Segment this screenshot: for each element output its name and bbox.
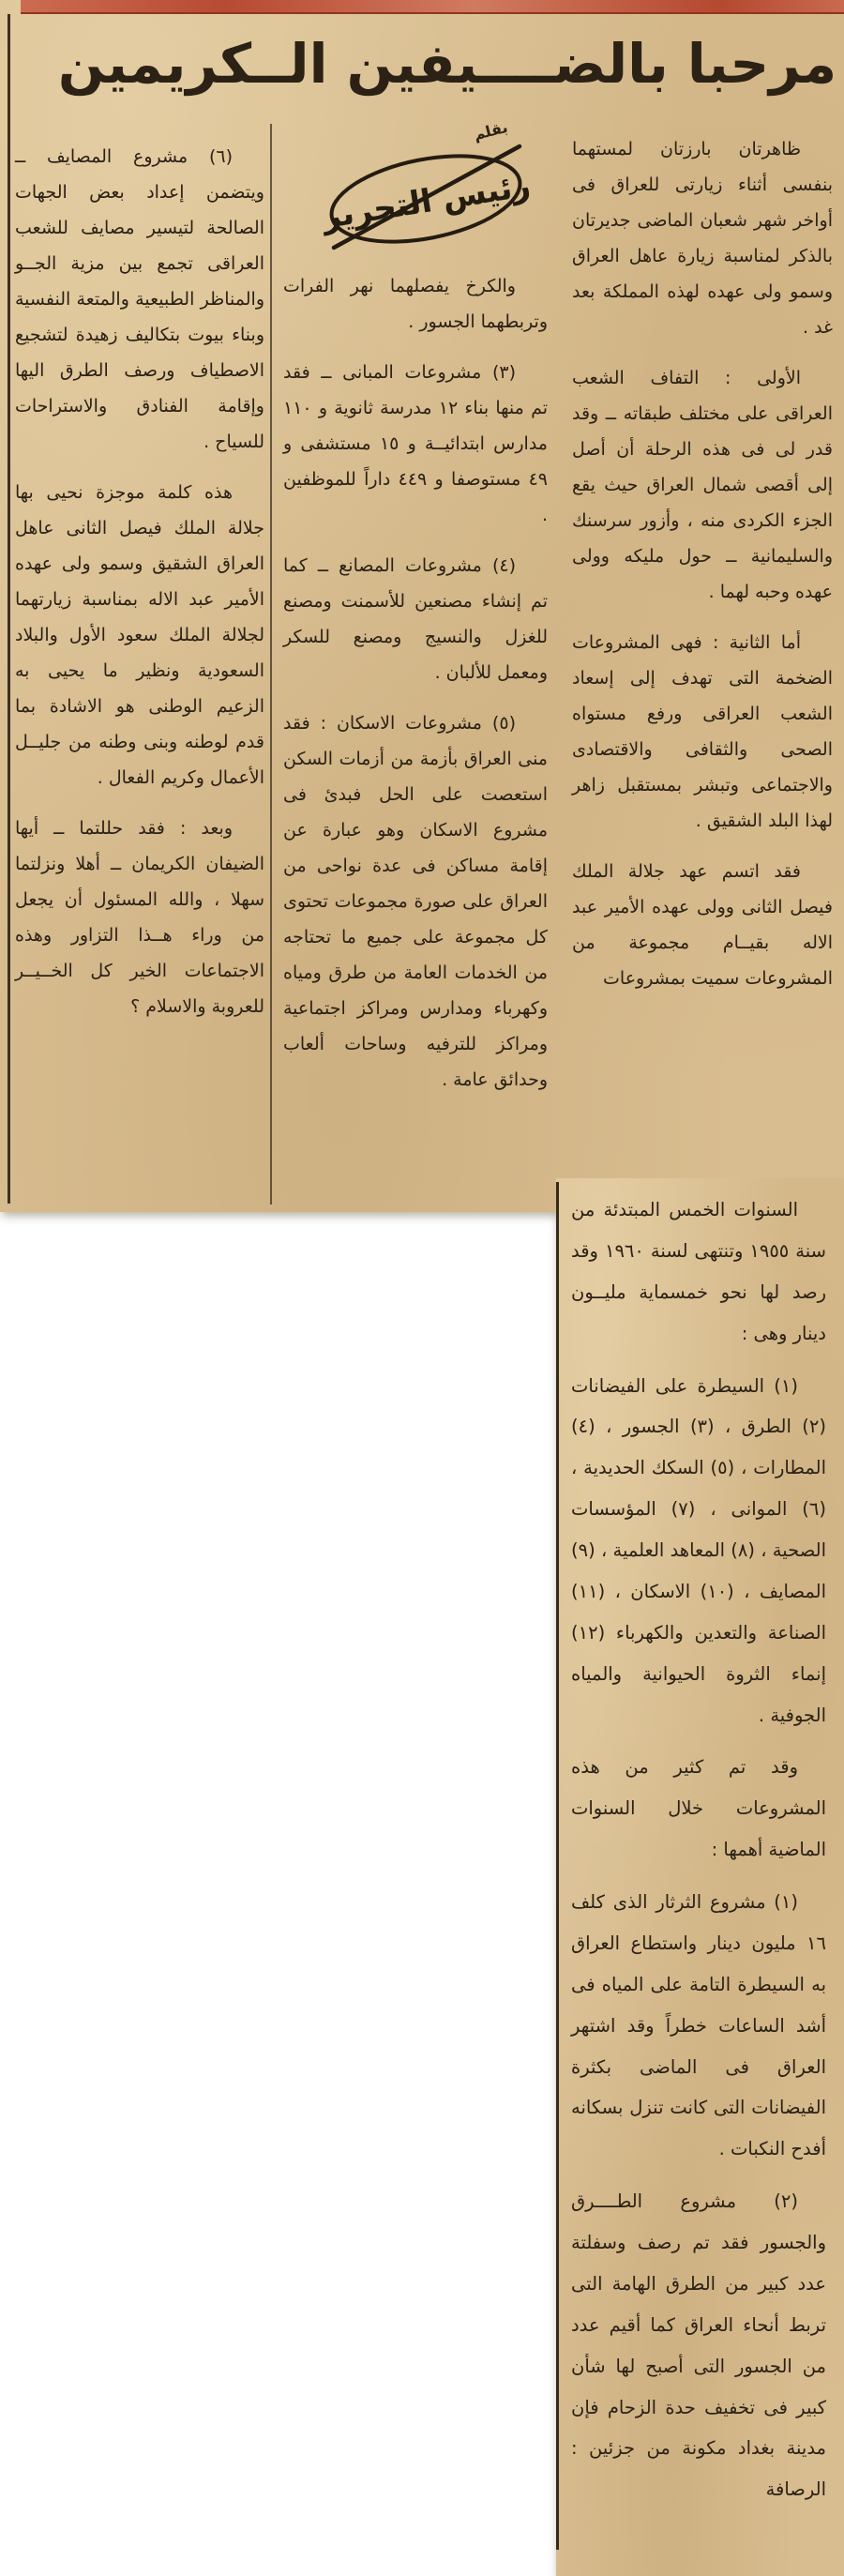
column-right-continuation: [571, 1190, 826, 2522]
paragraph: فقد اتسم عهد جلالة الملك فيصل الثانى وولى عهده الأمير عبد الاله بقيــام مجموعة من المشروعات سميت بمشروعات: [572, 861, 833, 989]
column-right: [572, 131, 833, 1011]
clipping-continuation-strip: [556, 1178, 844, 2576]
column-divider-rule: [270, 124, 272, 1205]
strip-left-border-rule: [556, 1182, 559, 2550]
paragraph: (٢) مشروع الطــــرق والجسور فقد تم رصف وسفلتة عدد كبير من الطرق الهامة التى تربط أنحاء العراق كما أقيم عدد من الجسور التى أصبح لها شأن كبير فى تخفيف حدة الزحام فإن مدينة بغداد مكونة من جزئين : الرصافة: [571, 2190, 826, 2501]
headline: مرحبا بالضــــيفين الــكريمين: [57, 32, 837, 96]
column-middle: [283, 111, 548, 1113]
paragraph: (٤) مشروعات المصانع ــ كما تم إنشاء مصنعين للأسمنت ومصنع للغزل والنسيج ومصنع للسكر ومعمل للألبان .: [283, 555, 548, 683]
paragraph: (٥) مشروعات الاسكان : فقد منى العراق بأزمة من أزمات السكن استعصت على الحل فبدئ فى مشروع الاسكان وهو عبارة عن إقامة مساكن فى عدة نواحى من العراق على صورة مجموعات تحتوى كل مجموعة على جميع ما تحتاجه من الخدمات العامة من طرق ومياه وكهرباء ومدارس ومراكز اجتماعية ومراكز للترفيه وساحات ألعاب وحدائق عامة .: [283, 713, 548, 1090]
paragraph: هذه كلمة موجزة نحيى بها جلالة الملك فيصل الثانى عاهل العراق الشقيق وسمو ولى عهده الأمير عبد الاله بمناسبة زيارتهما لجلالة الملك سعود الأول والبلاد السعودية ونظير ما يحيى به الزعيم الوطنى هو الاشادة بما قدم لوطنه وبنى وطنه من جليــل الأعمال وكريم الفعال .: [15, 482, 264, 788]
paragraph: والكرخ يفصلهما نهر الفرات وتربطهما الجسور .: [283, 276, 548, 332]
paragraph: (١) مشروع الثرثار الذى كلف ١٦ مليون دينار واستطاع العراق به السيطرة التامة على المياه فى أشد الساعات خطراً وقد اشتهر العراق فى الماضى بكثرة الفيضانات التى كانت تنزل بسكانه أفدح النكبات .: [571, 1891, 826, 2160]
paragraph: الأولى : التفاف الشعب العراقى على مختلف طبقاته ــ وقد قدر لى فى هذه الرحلة أن أصل إلى أقصى شمال العراق حيث يقع الجزء الكردى منه ، وأزور سرسنك والسليمانية ــ حول مليكه وولى عهده وحبه لهما .: [572, 368, 833, 602]
left-border-rule: [8, 14, 10, 1204]
paragraph: أما الثانية : فهى المشروعات الضخمة التى تهدف إلى إسعاد الشعب العراقى ورفع مستواه الصحى والثقافى والاقتصادى والاجتماعى وتبشر بمستقبل زاهر لهذا البلد الشقيق .: [572, 632, 833, 831]
signature-text: رئيس التحرير: [319, 166, 534, 237]
paragraph: (٦) مشروع المصايف ــ ويتضمن إعداد بعض الجهات الصالحة لتيسير مصايف للشعب العراقى تجمع بين مزية الجــو والمناظر الطبيعية والمتعة النفسية وبناء بيوت بتكاليف زهيدة لتشجيع الاصطياف ورصف الطرق اليها وإقامة الفنادق والاستراحات للسياح .: [15, 146, 264, 452]
paragraph: السنوات الخمس المبتدئة من سنة ١٩٥٥ وتنتهى لسنة ١٩٦٠ وقد رصد لها نحو خمسماية مليــون دينار وهى :: [571, 1199, 826, 1344]
paragraph: وقد تم كثير من هذه المشروعات خلال السنوات الماضية أهمها :: [571, 1756, 826, 1861]
byline-label: بقلم: [472, 117, 510, 144]
author-signature-icon: [317, 128, 538, 259]
paragraph: (٣) مشروعات المبانى ــ فقد تم منها بناء ١٢ مدرسة ثانوية و ١١٠ مدارس ابتدائيــة و ١٥ مستشفى و ٤٩ مستوصفا و ٤٤٩ داراً للموظفين .: [283, 362, 548, 525]
byline-block: [283, 111, 548, 268]
paragraph: (١) السيطرة على الفيضانات (٢) الطرق ، (٣) الجسور ، (٤) المطارات ، (٥) السكك الحديدية ، (٦) الموانى ، (٧) المؤسسات الصحية ، (٨) المعاهد العلمية ، (٩) المصايف ، (١٠) الاسكان ، (١١) الصناعة والتعدين والكهرباء (١٢) إنماء الثروة الحيوانية والمياه الجوفية .: [571, 1374, 827, 1726]
clipping-main-block: [0, 0, 844, 1212]
column-left: [15, 139, 264, 1039]
masthead-red-bar: [21, 0, 844, 14]
paragraph: وبعد : فقد حللتما ــ أيها الضيفان الكريمان ــ أهلا ونزلتما سهلا ، والله المسئول أن يجعل من وراء هــذا التزاور وهذه الاجتماعات الخير كل الخــيــر للعروبة والاسلام ؟: [15, 818, 264, 1017]
paragraph: ظاهرتان بارزتان لمستهما بنفسى أثناء زيارتى للعراق فى أواخر شهر شعبان الماضى جديرتان بالذكر لمناسبة زيارة عاهل العراق وسمو ولى عهده لهذه المملكة بعد غد .: [572, 139, 833, 338]
